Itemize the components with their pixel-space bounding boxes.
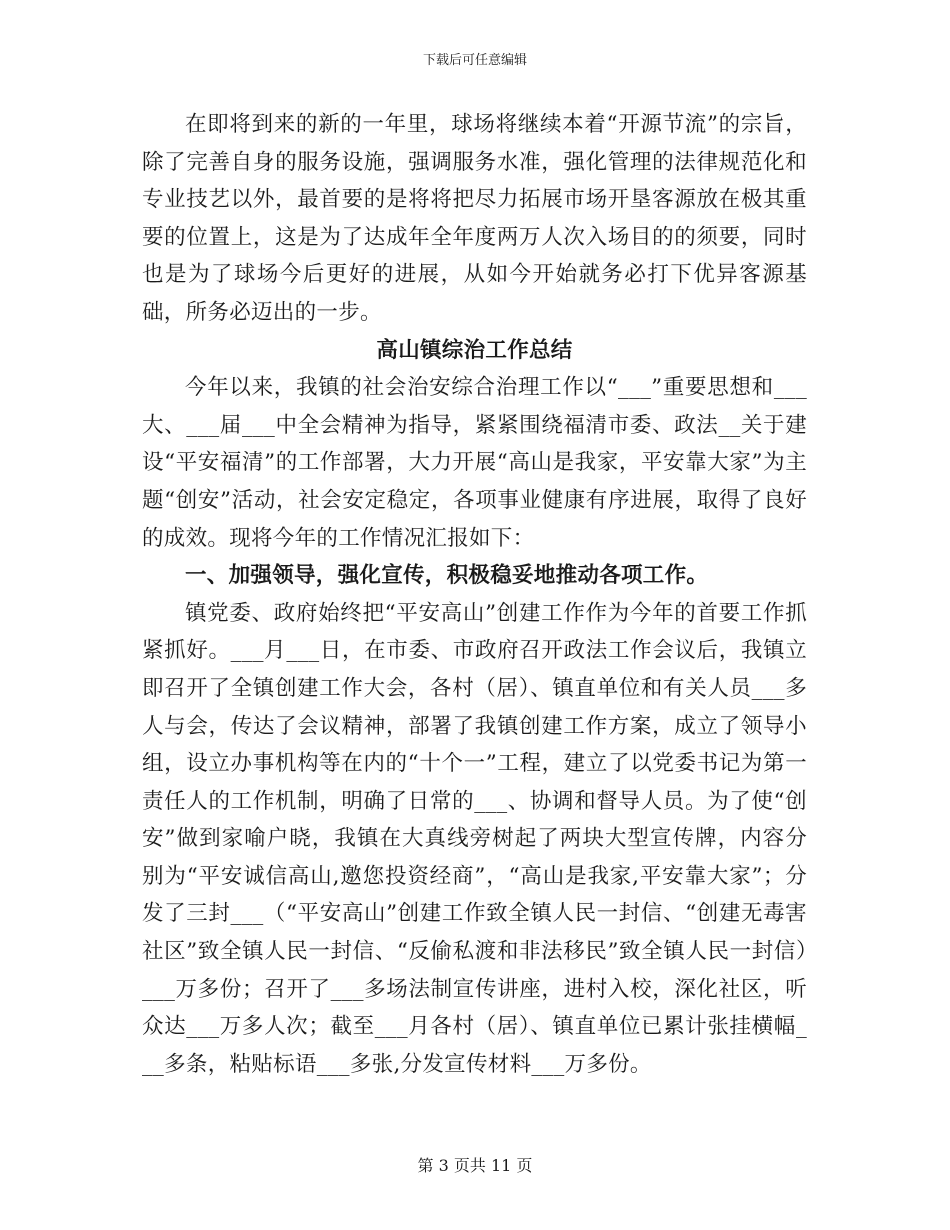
document-title: 高山镇综治工作总结 <box>376 337 573 363</box>
paragraph-golf-course-plan: 在即将到来的新的一年里，球场将继续本着“开源节流”的宗旨，除了完善自身的服务设施，强调服务水准，强化管理的法律规范化和专业技艺以外，最首要的是将将把尽力拓展市场开垦客源放在极其重要的位置上，这是为了达成年全年度两万人次入场目的的须要，同时也是为了球场今后更好的进展，从如今开始就务必打下优异客源基础，所务必迈出的一步。 <box>142 112 807 325</box>
paragraph-section-1: 镇党委、政府始终把“平安高山”创建工作作为今年的首要工作抓紧抓好。___月___日，在市委、市政府召开政法工作会议后，我镇立即召开了全镇创建工作大会，各村（居）、镇直单位和有关人员___多人与会，传达了会议精神，部署了我镇创建工作方案，成立了领导小组，设立办事机构等在内的“十个一”工程，建立了以党委书记为第一责任人的工作机制，明确了日常的___、协调和督导人员。为了使“创安”做到家喻户晓，我镇在大真线旁树起了两块大型宣传牌，内容分别为“平安诚信高山,邀您投资经商”，“高山是我家,平安靠大家”；分发了三封___（“平安高山”创建工作致全镇人民一封信、“创建无毒害社区”致全镇人民一封信、“反偷私渡和非法移民”致全镇人民一封信）___万多份；召开了___多场法制宣传讲座，进村入校，深化社区，听众达___万多人次；截至___月各村（居）、镇直单位已累计张挂横幅___多条，粘贴标语___多张,分发宣传材料___万多份。 <box>142 600 807 1077</box>
page-header: 下载后可任意编辑 <box>422 53 527 68</box>
paragraph-intro: 今年以来，我镇的社会治安综合治理工作以“___”重要思想和___大、___届___中全会精神为指导，紧紧围绕福清市委、政法__关于建设“平安福清”的工作部署，大力开展“高山是我家，平安靠大家”为主题“创安”活动，社会安定稳定，各项事业健康有序进展，取得了良好的成效。现将今年的工作情况汇报如下： <box>142 375 807 551</box>
section-heading-1: 一、加强领导，强化宣传，积极稳妥地推动各项工作。 <box>185 563 709 589</box>
document-body <box>142 106 807 1083</box>
page-number-footer: 第 3 页共 11 页 <box>417 1156 533 1175</box>
